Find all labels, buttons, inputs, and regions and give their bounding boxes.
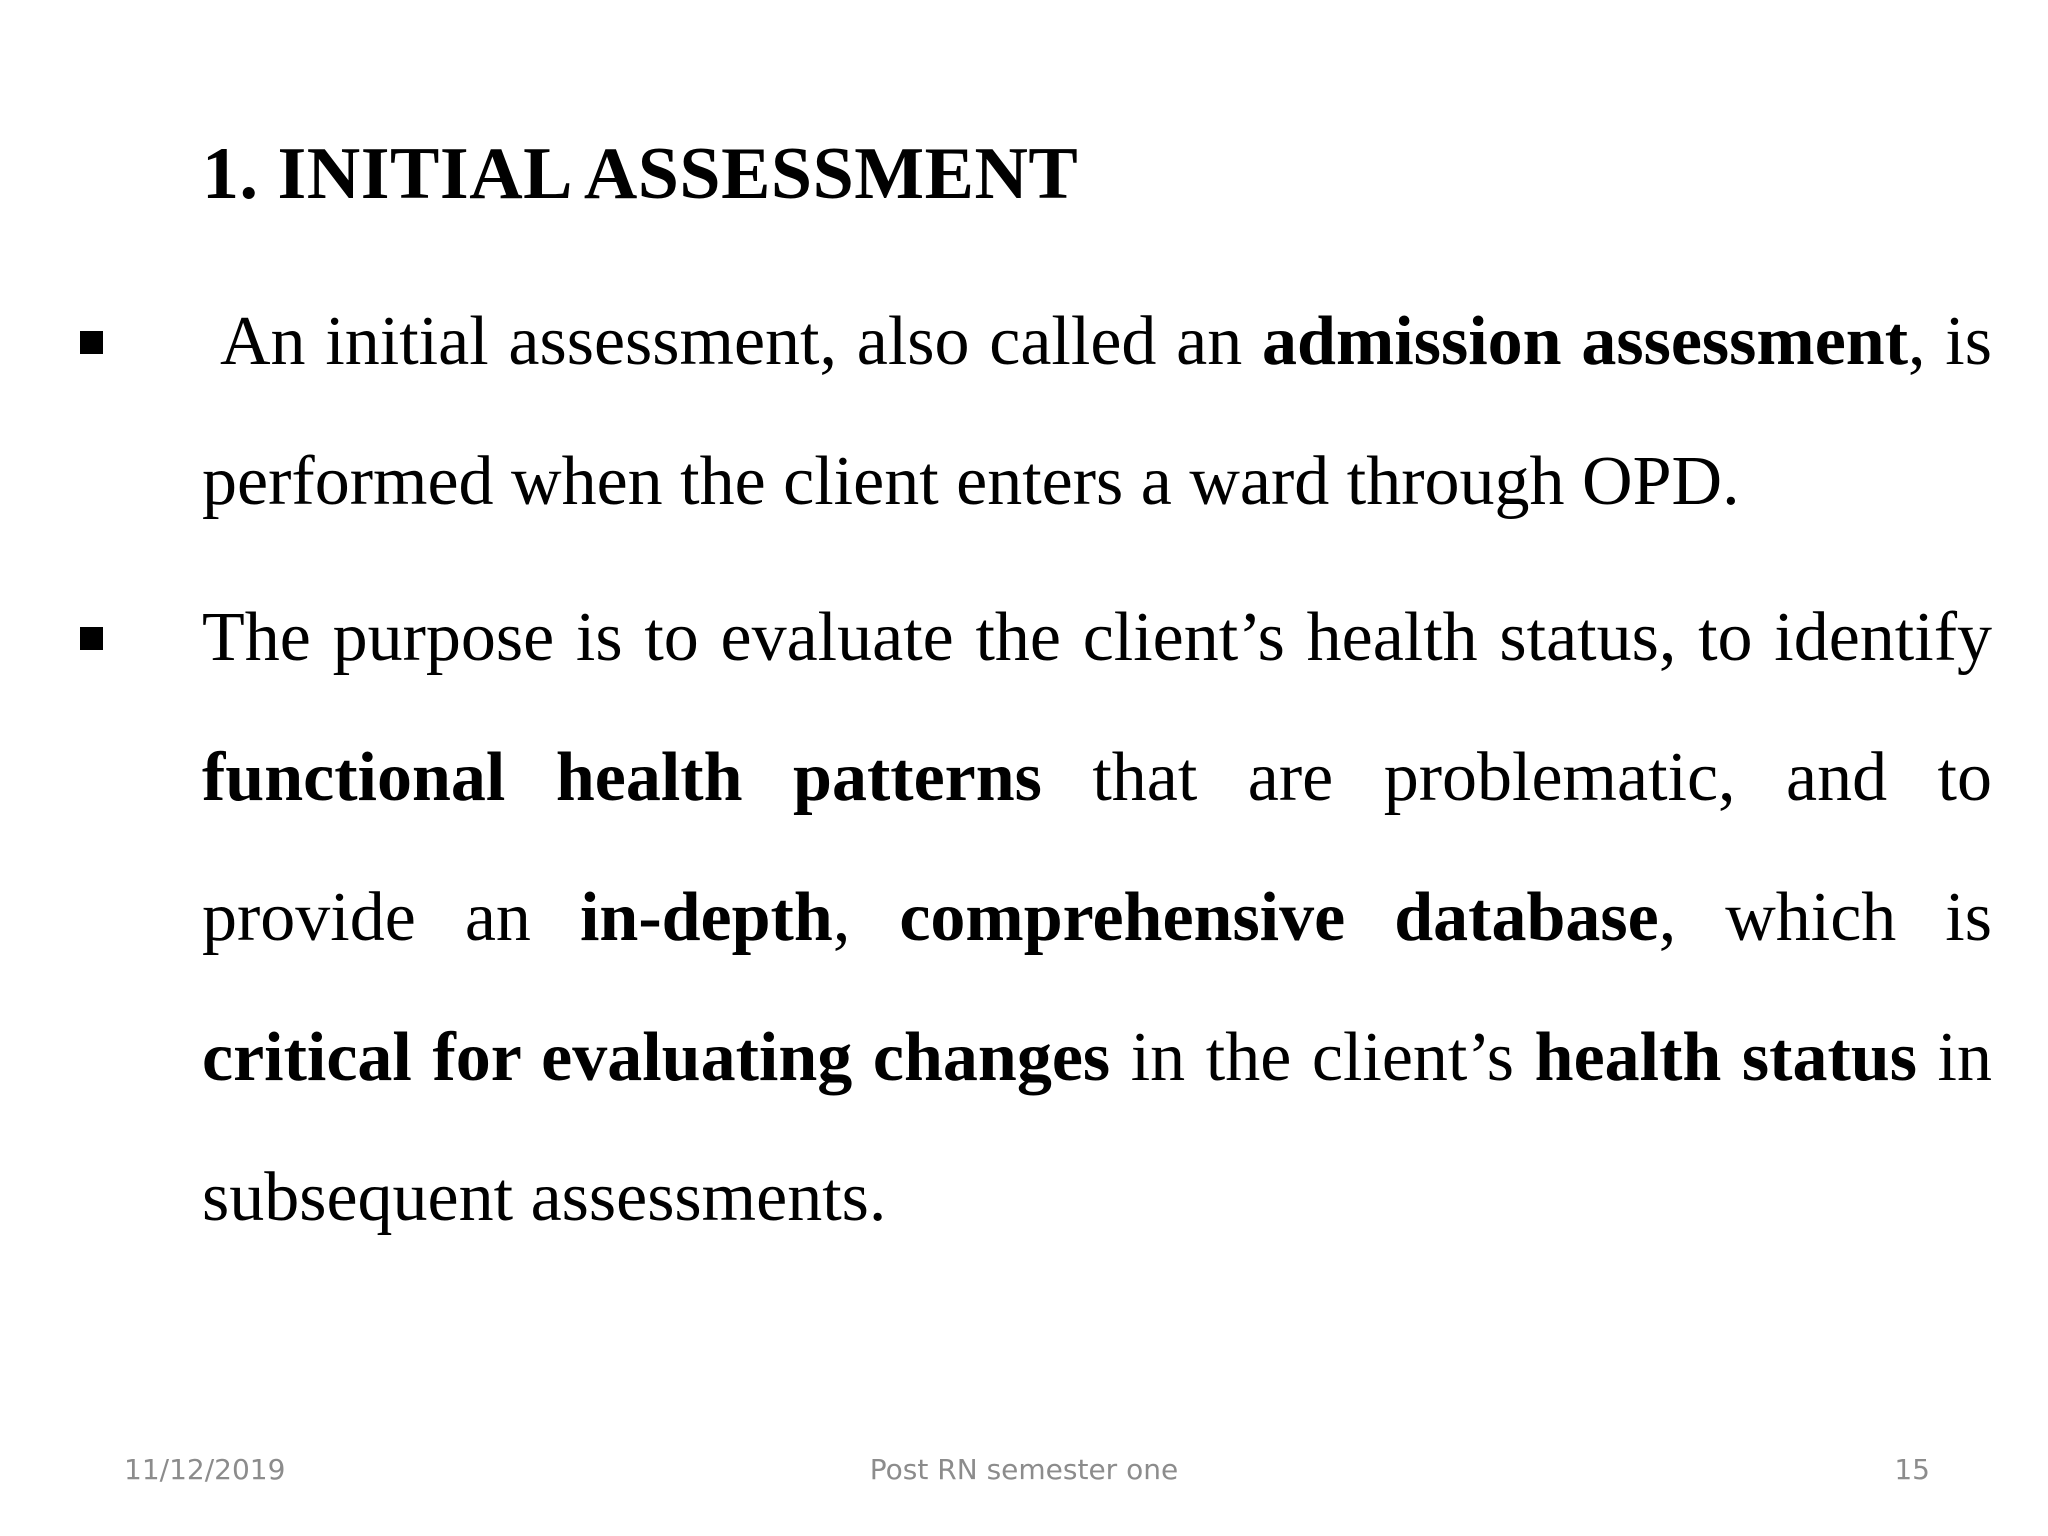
bullet-item-2 xyxy=(202,568,1992,1268)
bullet-2-text-1: The purpose is to evaluate the client’s health status, to identify xyxy=(202,599,1992,676)
bullet-2-bold-critical-for-evaluating-changes: critical for evaluating changes xyxy=(202,1019,1111,1096)
bullet-2-text-6: in subsequent assessments. xyxy=(202,1019,1993,1236)
bullet-2-text-2: that are problematic, and to provide an xyxy=(202,739,1993,956)
bullet-2-text-3: , xyxy=(832,879,900,956)
bullet-2-text-4: , which is xyxy=(1658,879,1992,956)
square-bullet-icon xyxy=(80,272,104,412)
footer-page-number: 15 xyxy=(1894,1453,1930,1486)
bullet-item-1 xyxy=(202,272,1992,552)
bullet-2-bold-functional-health-patterns: functional health patterns xyxy=(202,739,1042,816)
bullet-1-text-2: , is performed when the client enters a ward through OPD. xyxy=(202,303,1992,520)
bullet-2-bold-health-status: health status xyxy=(1534,1019,1917,1096)
bullet-1-bold-admission-assessment: admission assessment xyxy=(1262,303,1909,380)
bullet-2-text-5: in the client’s xyxy=(1110,1019,1535,1096)
slide-title: 1. INITIAL ASSESSMENT xyxy=(202,133,1079,215)
footer-date: 11/12/2019 xyxy=(124,1453,286,1486)
bullet-2-bold-in-depth: in-depth xyxy=(579,879,833,956)
footer-course-label: Post RN semester one xyxy=(869,1453,1179,1486)
square-bullet-icon xyxy=(80,568,104,708)
bullet-1-text-1: An initial assessment, also called an xyxy=(220,303,1263,380)
bullet-2-bold-comprehensive-database: comprehensive database xyxy=(899,879,1659,956)
bullet-list xyxy=(202,272,1992,1268)
